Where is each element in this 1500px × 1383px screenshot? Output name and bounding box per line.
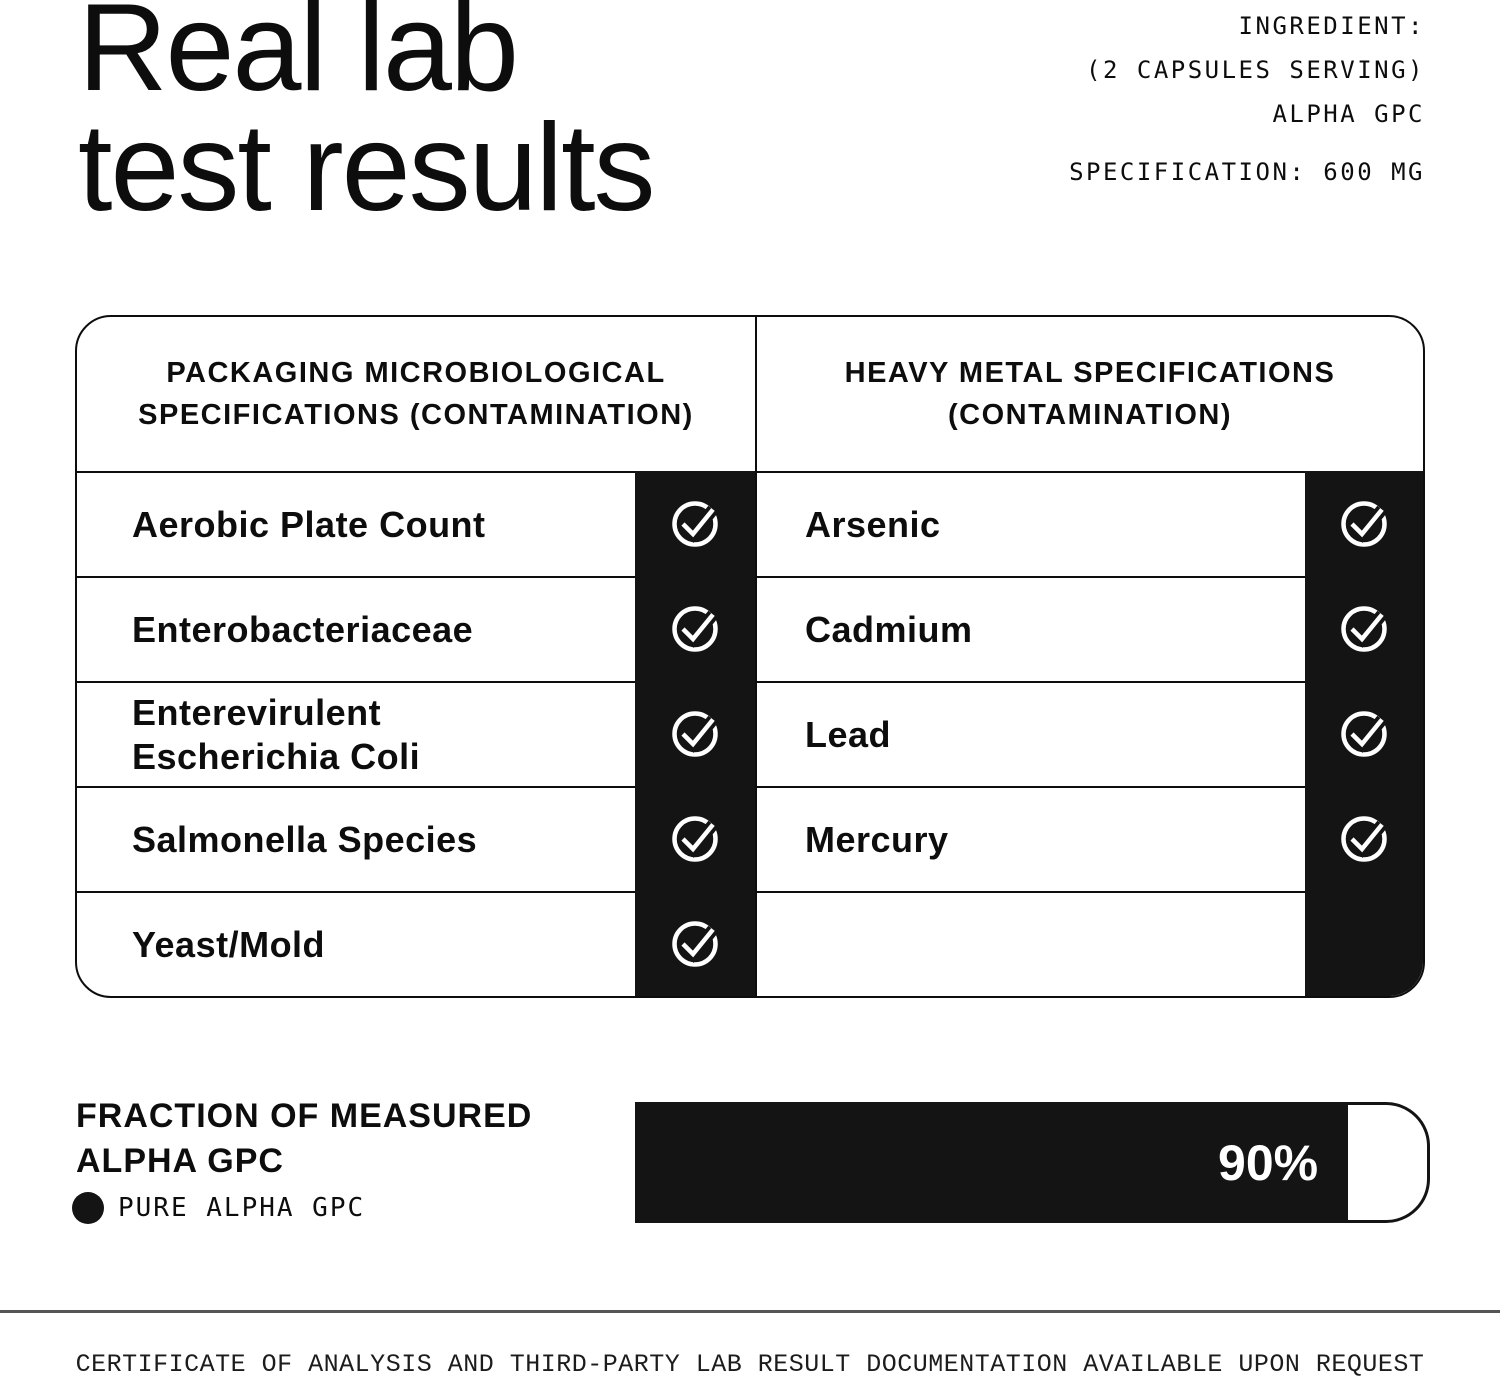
- heavy-metal-check-column: [1305, 471, 1423, 996]
- row-label: Cadmium: [805, 608, 973, 650]
- microbiological-header-line1: PACKAGING MICROBIOLOGICAL: [166, 357, 666, 389]
- fraction-heading-line1: FRACTION OF MEASURED: [76, 1097, 533, 1135]
- page-title-line2: test results: [78, 99, 654, 237]
- row-label: Arsenic: [805, 503, 941, 545]
- fraction-value-label: 90%: [1218, 1134, 1319, 1191]
- check-circle-icon: [1305, 471, 1423, 576]
- check-circle-icon: [1305, 681, 1423, 786]
- row-label: Enterevirulent: [132, 691, 382, 733]
- check-circle-icon: [635, 576, 755, 681]
- heavy-metal-header: [757, 317, 1423, 471]
- specification: SPECIFICATION: 600 MG: [1069, 158, 1425, 186]
- footer-note: CERTIFICATE OF ANALYSIS AND THIRD-PARTY LAB RESULT DOCUMENTATION AVAILABLE UPON REQUEST: [75, 1350, 1425, 1379]
- row-label: Aerobic Plate Count: [132, 503, 486, 545]
- page-title: [78, 0, 654, 237]
- check-circle-icon: [1305, 786, 1423, 891]
- spec-table: [75, 315, 1425, 998]
- row-label-line2: Escherichia Coli: [132, 735, 421, 777]
- serving-size: (2 CAPSULES SERVING): [1086, 56, 1425, 84]
- row-label: Salmonella Species: [132, 818, 478, 860]
- legend-dot-icon: [72, 1192, 104, 1224]
- page-title-line1: Real lab: [78, 0, 517, 117]
- heavy-metal-header-line2: (CONTAMINATION): [948, 399, 1232, 431]
- row-label: Yeast/Mold: [132, 923, 326, 965]
- fraction-heading: [76, 1094, 532, 1184]
- product-info: [1069, 4, 1425, 194]
- row-label: Enterobacteriaceae: [132, 608, 474, 650]
- check-circle-icon: [635, 681, 755, 786]
- fraction-legend: [72, 1192, 365, 1224]
- row-label: Mercury: [805, 818, 949, 860]
- ingredient-name: ALPHA GPC: [1272, 100, 1425, 128]
- microbiological-check-column: [635, 471, 755, 996]
- check-circle-icon: [635, 786, 755, 891]
- footer-divider: [0, 1310, 1500, 1313]
- ingredient-label: INGREDIENT:: [1238, 12, 1425, 40]
- fraction-heading-line2: ALPHA GPC: [76, 1142, 284, 1180]
- check-circle-icon: [1305, 576, 1423, 681]
- legend-label: PURE ALPHA GPC: [118, 1193, 366, 1223]
- microbiological-header-line2: SPECIFICATIONS (CONTAMINATION): [138, 399, 694, 431]
- heavy-metal-header-line1: HEAVY METAL SPECIFICATIONS: [844, 357, 1336, 389]
- fraction-bar: [635, 1102, 1430, 1223]
- microbiological-header: [77, 317, 755, 471]
- check-circle-icon: [635, 891, 755, 996]
- fraction-bar-fill: [638, 1105, 1348, 1220]
- check-circle-icon: [635, 471, 755, 576]
- row-label: Lead: [805, 713, 892, 755]
